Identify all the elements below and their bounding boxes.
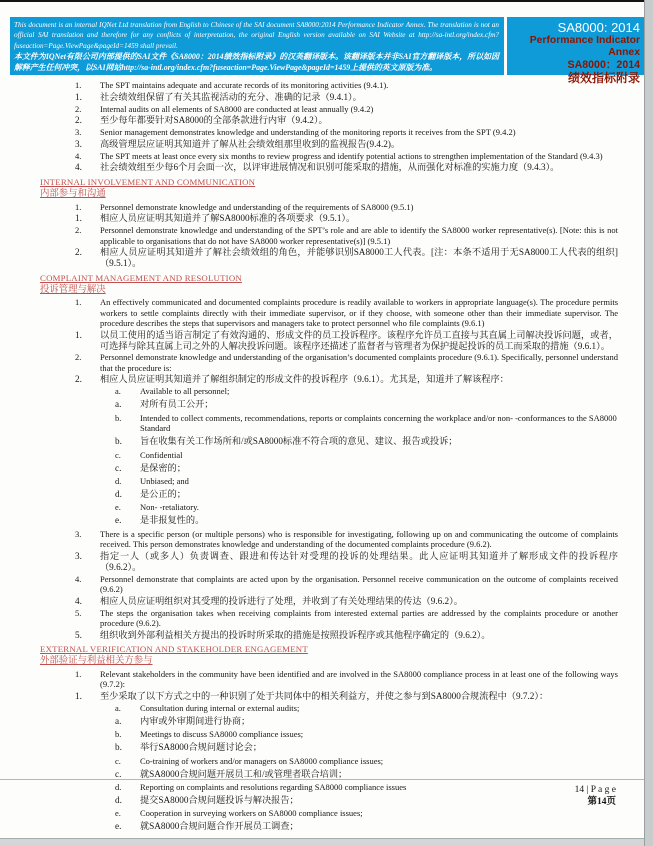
item-number: 1.	[75, 690, 82, 701]
item-text: Personnel demonstrate knowledge and understanding of the SPT’s role and are able to identify the SA8000 worker representative(s). [Note: this is not applicable to organisations that do not have SA8000 worker representative(s)] (9.5.1)	[100, 225, 618, 246]
item-text: Relevant stakeholders in the community have been identified and are involved in the SA8000 compliance process in at least one of the following ways (9.7.2):	[100, 668, 618, 690]
item-text: Consultation during internal or external audits;	[140, 702, 300, 713]
item-number: a.	[115, 715, 122, 726]
list-item	[115, 489, 618, 500]
item-text: Unbiased; and	[140, 476, 189, 487]
list-item	[115, 386, 618, 396]
item-text: 社会绩效组至少每6个月会面一次，以评审进展情况和识别可能采取的措施，从而强化对标准的实施力度（9.4.3）。	[100, 162, 560, 173]
item-text: 相应人员应证明组织对其受理的投诉进行了处理，并收到了有关处理结果的传达（9.6.2）。	[100, 595, 463, 606]
item-text: The SPT maintains adequate and accurate records of its monitoring activities (9.4.1).	[100, 80, 389, 90]
list-item	[75, 297, 618, 328]
list-item	[115, 703, 618, 713]
item-text: 相应人员应证明其知道并了解组织制定的形成文件的投诉程序（9.6.1）。尤其是，知道并了解该程序：	[100, 374, 509, 385]
item-number: b.	[115, 742, 122, 753]
list-item	[75, 247, 618, 269]
item-number: c.	[115, 755, 121, 766]
item-number: 2.	[75, 225, 82, 236]
list-item	[115, 515, 618, 526]
list-item	[115, 476, 618, 486]
item-text: An effectively communicated and documented complaints procedure is readily available to workers in appropriate language(s). The procedure permits workers to settle complaints directly with their immediate supervisor, or if they choose, with someone other than their immediate supervisor. The procedure describes the steps that supervisors and managers take to protect personnel who file complaints (9.6.1)	[100, 297, 618, 329]
list-item	[115, 436, 618, 447]
item-number: 2.	[75, 374, 82, 385]
item-number: 2.	[75, 115, 82, 126]
translation-notice-zh: 本文件为IQNet有限公司内部提供的SAI文件《SA8000：2014绩效指标附录》的汉英翻译版本。该翻译版本并非SAI官方翻译版本，所以如因解释产生任何冲突，以SAI网站http://sa-intl.org/index.cfm?fuseaction=Page.ViewPage&pageId=1459上提供的英文原版为准。	[14, 52, 499, 73]
item-number: 1.	[75, 91, 82, 102]
item-text: 相应人员应证明其知道并了解SA8000标准的各项要求（9.5.1）。	[100, 213, 356, 224]
scan-right-edge	[644, 0, 653, 846]
item-text: 是公正的；	[140, 489, 186, 500]
item-number: e.	[115, 808, 121, 819]
item-text: 至少采取了以下方式之中的一种识别了处于共同体中的相关利益方，并使之参与到SA8000合规流程中（9.7.2）：	[100, 690, 549, 701]
section-heading-zh: 外部验证与利益相关方参与	[40, 656, 153, 667]
list-item	[75, 104, 618, 114]
item-number: 4.	[75, 150, 82, 161]
section-heading-en: COMPLAINT MANAGEMENT AND RESOLUTION	[40, 272, 242, 283]
list-item	[115, 502, 618, 512]
list-item	[75, 608, 618, 629]
item-text: Non- -retaliatory.	[140, 502, 199, 513]
item-number: 2.	[75, 247, 82, 258]
list-item	[75, 151, 618, 161]
item-number: 4.	[75, 595, 82, 606]
list-item	[115, 413, 618, 434]
item-number: c.	[115, 462, 122, 473]
item-number: 1.	[75, 329, 82, 340]
item-text: Reporting on complaints and resolutions regarding SA8000 compliance issues	[140, 782, 407, 793]
document-title-zh-line2: 绩效指标附录	[567, 71, 640, 85]
item-text: Intended to collect comments, recommendations, reports or complaints concerning the workplace and/or non- -conformances to the SA8000 Standard	[140, 412, 617, 434]
item-number: a.	[115, 399, 122, 410]
list-item	[115, 450, 618, 460]
translation-notice-en: This document is an internal IQNet Ltd translation from English to Chinese of the SAI document SA8000:2014 Performance Indicator Annex. The translation is not an official SAI translation and therefore for any conflicts of interpretation, the original English version available on SAI Website at http://sa-intl.org/index.cfm?fuseaction=Page.ViewPage&pageId=1459 shall prevail.	[14, 21, 499, 50]
item-number: 1.	[75, 201, 82, 212]
item-number: d.	[115, 489, 122, 500]
item-number: 5.	[75, 629, 82, 640]
list-item	[75, 574, 618, 595]
item-number: 4.	[75, 573, 82, 584]
list-item	[115, 756, 618, 766]
item-text: Confidential	[140, 449, 183, 460]
item-text: 高级管理层应证明其知道并了解从社会绩效组那里收到的监视报告(9.4.2)。	[100, 138, 401, 149]
list-item	[75, 213, 618, 224]
section-heading-zh: 内部参与和沟通	[40, 189, 106, 200]
list-item	[75, 115, 618, 126]
list-item	[75, 202, 618, 212]
list-item	[115, 808, 618, 818]
item-number: a.	[115, 386, 121, 397]
item-text: 相应人员应证明其知道并了解社会绩效组的角色，并能够识别SA8000工人代表。[注：本条不适用于无SA8000工人代表的组织]（9.5.1）。	[100, 247, 618, 268]
document-title-zh-line1: SA8000：2014	[567, 59, 640, 71]
item-text: 内审或外审期间进行协商；	[140, 715, 251, 726]
item-number: 1.	[75, 213, 82, 224]
item-number: 5.	[75, 607, 82, 618]
list-item	[75, 162, 618, 173]
item-text: Personnel demonstrate knowledge and understanding of the organisation’s documented complaints procedure (9.6.1). Specifically, personnel understand that the procedure is:	[100, 352, 618, 373]
list-item	[115, 716, 618, 727]
list-item	[115, 399, 618, 410]
item-number: e.	[115, 502, 121, 513]
item-text: 旨在收集有关工作场所和/或SA8000标准不符合项的意见、建议、报告或投诉；	[140, 436, 458, 447]
list-item	[75, 92, 618, 103]
document-title-block	[507, 17, 644, 85]
item-number: b.	[115, 412, 122, 423]
translation-notice-block	[10, 17, 504, 75]
list-item	[75, 352, 618, 373]
item-text: 社会绩效组保留了有关其监视活动的充分、准确的记录（9.4.1）。	[100, 91, 362, 102]
item-text: Internal audits on all elements of SA8000 are conducted at least annually (9.4.2)	[100, 103, 374, 114]
item-text: Senior management demonstrates knowledge and understanding of the monitoring reports it receives from the SPT (9.4.2)	[100, 127, 516, 138]
item-number: 1.	[75, 297, 82, 308]
section-heading-en: INTERNAL INVOLVEMENT AND COMMUNICATION	[40, 177, 256, 188]
list-item	[75, 669, 618, 690]
page-number-zh: 第14页	[587, 797, 616, 807]
item-text: 就SA8000合规问题开展员工和/或管理者联合培训；	[140, 768, 348, 779]
item-text: 举行SA8000合规问题讨论会；	[140, 742, 262, 753]
item-number: d.	[115, 476, 122, 487]
item-number: 3.	[75, 528, 82, 539]
item-number: 3.	[75, 550, 82, 561]
item-number: 3.	[75, 138, 82, 149]
item-text: Personnel demonstrate knowledge and understanding of the requirements of SA8000 (9.5.1)	[100, 201, 414, 212]
list-item	[75, 330, 618, 352]
list-item	[115, 769, 618, 780]
list-item	[75, 139, 618, 150]
item-text: 以员工使用的适当语言制定了有效沟通的、形成文件的员工投诉程序。该程序允许员工直接与其直属上司解决投诉问题，或者， 可选择与除其直属上司之外的人解决投诉问题。该程序还描述了监督者与管理者为保护提起投诉的员工而采取的措施（9.6.1）。	[100, 329, 618, 351]
list-item	[75, 127, 618, 137]
item-number: 1.	[75, 668, 82, 679]
page-number-en: 14 | P a g e	[574, 785, 616, 795]
item-number: d.	[115, 795, 122, 806]
list-item	[75, 630, 618, 641]
item-text: Cooperation in surveying workers on SA8000 compliance issues;	[140, 808, 363, 819]
item-text: Co-training of workers and/or managers on SA8000 compliance issues;	[140, 755, 384, 766]
item-number: c.	[115, 449, 121, 460]
item-number: 3.	[75, 127, 82, 138]
list-item	[75, 80, 618, 90]
item-text: 对所有员工公开；	[140, 399, 214, 410]
list-item	[75, 374, 618, 385]
item-number: a.	[115, 702, 121, 713]
list-item	[115, 729, 618, 739]
item-text: There is a specific person (or multiple persons) who is responsible for investigating, following up on and communicating the outcome of complaints received. This person demonstrates knowledge and understanding of the documented complaints procedure (9.6.2).	[100, 528, 618, 550]
scan-top-edge	[0, 0, 644, 2]
list-item	[115, 742, 618, 753]
item-number: b.	[115, 729, 122, 740]
item-number: d.	[115, 782, 122, 793]
list-item	[75, 225, 618, 246]
item-text: The SPT meets at least once every six months to review progress and identify potential actions to strengthen implementation of the Standard (9.4.3)	[100, 150, 603, 161]
scan-bottom-edge	[0, 838, 644, 846]
item-number: 2.	[75, 352, 82, 363]
item-text: Available to all personnel;	[140, 386, 230, 397]
item-text: 就SA8000合规问题合作开展员工调查；	[140, 821, 299, 832]
item-text: 是非报复性的。	[140, 515, 205, 526]
page-footer	[0, 779, 644, 808]
item-text: 提交SA8000合规问题投诉与解决报告；	[140, 795, 299, 806]
list-item	[115, 821, 618, 832]
list-item	[115, 463, 618, 474]
item-text: 指定一人（或多人）负责调查、跟进和传达针对受理的投诉的处理结果。此人应证明其知道并了解形成文件的投诉程序（9.6.2）。	[100, 550, 618, 572]
item-number: e.	[115, 821, 122, 832]
item-number: 2.	[75, 103, 82, 114]
item-text: Personnel demonstrate that complaints are acted upon by the organisation. Personnel receive communication on the outcome of complaints received (9.6.2)	[100, 573, 618, 595]
list-item	[75, 691, 618, 702]
item-number: c.	[115, 768, 122, 779]
item-text: The steps the organisation takes when receiving complaints from interested external parties are addressed by the complaints procedure or another procedure (9.6.2).	[100, 607, 618, 628]
item-number: 1.	[75, 80, 82, 90]
list-item	[75, 551, 618, 573]
list-item	[75, 596, 618, 607]
item-text: 至少每年都要针对SA8000的全部条款进行内审（9.4.2）。	[100, 115, 328, 126]
section-heading-en: EXTERNAL VERIFICATION AND STAKEHOLDER ENGAGEMENT	[40, 644, 308, 655]
item-number: e.	[115, 515, 122, 526]
item-number: b.	[115, 436, 122, 447]
item-text: Meetings to discuss SA8000 compliance issues;	[140, 729, 304, 740]
document-title-en-line1: SA8000: 2014	[557, 20, 640, 35]
item-text: 是保密的；	[140, 462, 186, 473]
list-item	[75, 529, 618, 550]
document-title-en-line2: Performance Indicator Annex	[529, 35, 640, 58]
item-number: 4.	[75, 162, 82, 173]
item-text: 组织收到外部利益相关方提出的投诉时所采取的措施是按照投诉程序或其他程序确定的（9.6.2）。	[100, 629, 491, 640]
section-heading-zh: 投诉管理与解决	[40, 284, 106, 295]
